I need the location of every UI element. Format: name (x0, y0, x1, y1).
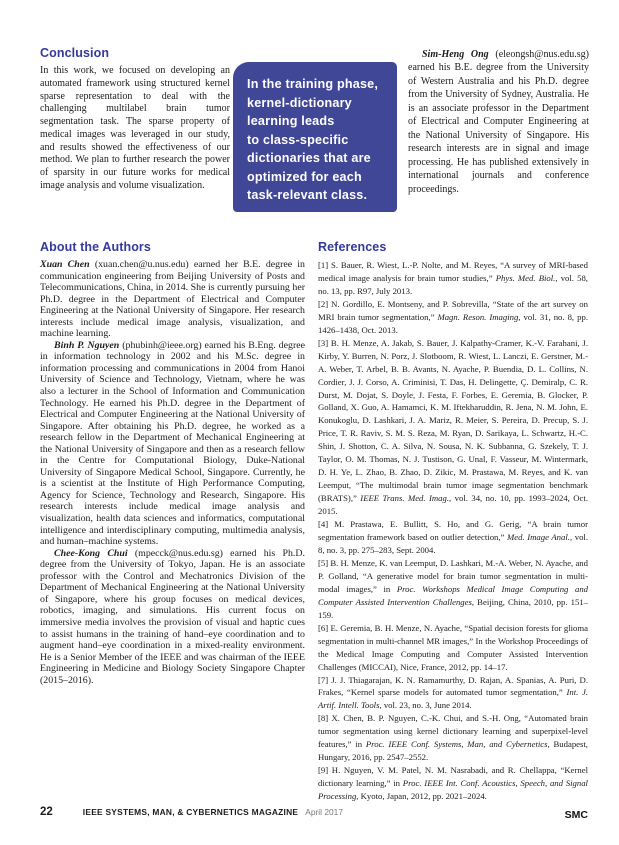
article-end-mark: SMC (564, 809, 588, 822)
references-section (318, 240, 588, 821)
reference-item: [6] E. Geremia, B. H. Menze, N. Ayache, “Spatial decision forests for glioma segmentation in multi-channel MR images,” In the Workshop Proceedings of the Medical Image Computing and Computer Assisted Intervention Challenges (MICCAI), Nice, France, 2012, pp. 14–17. (318, 622, 588, 672)
reference-item: [2] N. Gordillo, E. Montseny, and P. Sobrevilla, “State of the art survey on MRI brain tumor segmentation,” Magn. Reson. Imaging, vol. 31, no. 8, pp. 1426–1438, Oct. 2013. (318, 298, 588, 335)
author-name: Sim-Heng Ong (422, 49, 489, 60)
pull-quote-line: kernel-dictionary (247, 95, 352, 110)
author-bio-sim-heng-ong (408, 48, 589, 196)
reference-item: [8] X. Chen, B. P. Nguyen, C.-K. Chui, and S.-H. Ong, “Automated brain tumor segmentation using kernel dictionary learning and superpixel-level features,” in Proc. IEEE Conf. Systems, Man, and Cybernetics, Budapest, Hungary, 2016, pp. 2547–2552. (318, 713, 588, 763)
author-name: Chee-Kong Chui (54, 547, 128, 559)
bio-paragraph (408, 48, 589, 196)
pull-quote-box (233, 62, 397, 212)
issue-date: April 2017 (305, 807, 343, 817)
conclusion-section (40, 46, 230, 193)
author-bios (40, 259, 305, 686)
magazine-title: IEEE SYSTEMS, MAN, & CYBERNETICS MAGAZINE (82, 807, 299, 817)
bio-paragraph: Binh P. Nguyen (phubinh@ieee.org) earned his B.Eng. degree in information technology in 2002 and his M.Sc. degree in information processing and communications in 2004 from Hanoi University of Science and Technology, Vietnam, where he was also a lecturer in the School of Information and Communication Technology. He earned his Ph.D. degree in the Department of Electrical and Computer Engineering at the National University of Singapore. After obtaining his Ph.D. degree, he worked as a research fellow in the Department of Mechanical Engineering at the National University of Singapore and then as a research fellow in the Centre for Computational Biology, Duke-National University of Singapore Medical School, Singapore. Currently, he is a scientist at the Institute of High Performance Computing, Agency for Science, Technology and Research, Singapore. His research interests include medical image analysis and visualization, health data sciences and informatics, computational intelligence and interdisciplinary computing, multimedia analysis, and human–machine systems. (40, 339, 305, 548)
about-the-authors-heading: About the Authors (40, 240, 151, 254)
pull-quote-line: dictionaries that are (247, 151, 371, 165)
reference-item: [7] J. J. Thiagarajan, K. N. Ramamurthy, D. Rajan, A. Spanias, A. Puri, D. Frakes, “Kernel sparse models for automated tumor segmentation,” Int. J. Artif. Intell. Tools, vol. 23, no. 3, June 2014. (318, 674, 588, 711)
bio-text: (eleongsh@nus.edu.sg) earned his B.E. degree from the University of Western Australia and his Ph.D. degree from the University of Sydney, Australia. He is an associate professor in the Department of Electrical and Computer Engineering at the National University of Singapore. His research interests are in signal and image processing. He has published extensively in international journals and conference proceedings. (408, 49, 589, 195)
page-number: 22 (40, 806, 53, 818)
pull-quote-text (247, 75, 387, 205)
pull-quote-line: optimized for each (247, 169, 362, 184)
author-name: Xuan Chen (40, 259, 90, 270)
reference-item: [3] B. H. Menze, A. Jakab, S. Bauer, J. Kalpathy-Cramer, K.-V. Farahani, J. Kirby, Y. Burren, N. Porz, J. Slotboom, R. Wiest, L. Lanczi, E. Gerstner, M.-A. Weber, T. Arbel, B. B. Avants, N. Ayache, P. Buendia, D. L. Collins, N. Cordier, J. J. Corso, A. Criminisi, T. Das, H. Delingette, Ç. Demiralp, C. R. Durst, M. Dojat, S. Doyle, J. Festa, F. Forbes, E. Geremia, B. Glocker, P. Golland, X. Guo, A. Hamamci, K. M. Iftekharuddin, R. Jena, N. M. John, E. Konukoglu, D. Lashkari, J. A. Mariz, R. Meier, S. Pereira, D. Precup, S. J. Price, T. R. Raviv, S. M. S. Reza, M. Ryan, D. Sarikaya, L. Schwartz, H.-C. Shin, J. Shotton, C. A. Silva, N. Sousa, N. K. Subbanna, G. Szekely, T. J. Taylor, O. M. Thomas, N. J. Tustison, G. Unal, F. Vasseur, M. Wintermark, D. H. Ye, L. Zhao, B. Zhao, D. Zikic, M. Prastawa, M. Reyes, and K. van Leemput, “The multimodal brain tumor image segmentation benchmark (BRATS),” IEEE Trans. Med. Imag., vol. 34, no. 10, pp. 1993–2024, Oct. 2015. (318, 337, 588, 517)
reference-list (318, 259, 588, 803)
conclusion-text: In this work, we focused on developing an automated framework using structured kernel sparse representation to deal with the challenging multilabel brain tumor segmentation task. The sparse property of medical images was leveraged in our study, and results showed the effectiveness of our method. We plan to further research the power of sparsity in our future works for medical image analysis and volume visualization. (40, 65, 230, 191)
pull-quote-line: task-relevant class. (247, 188, 368, 202)
reference-item: [1] S. Bauer, R. Wiest, L.-P. Nolte, and M. Reyes, “A survey of MRI-based medical image analysis for brain tumor studies,” Phys. Med. Biol., vol. 58, no. 13, pp. R97, July 2013. (318, 260, 588, 296)
references-heading: References (318, 240, 387, 254)
bio-paragraph: Xuan Chen (xuan.chen@u.nus.edu) earned her B.E. degree in communication engineering from Beijing University of Posts and Telecommunications, China, in 2014. She is currently pursuing her Ph.D. degree in the Department of Electrical and Computer Engineering at the National University of Singapore. Her research interests include medical image analysis, visualization, and machine learning. (40, 259, 305, 340)
conclusion-heading: Conclusion (40, 46, 110, 60)
reference-item: [9] H. Nguyen, V. M. Patel, N. M. Nasrabadi, and R. Chellappa, “Kernel dictionary learning,” in Proc. IEEE Int. Conf. Acoustics, Speech, and Signal Processing, Kyoto, Japan, 2012, pp. 2021–2024. (318, 765, 588, 802)
pull-quote-line: learning leads (247, 114, 335, 128)
author-name: Binh P. Nguyen (54, 339, 120, 351)
about-the-authors-section (40, 240, 305, 686)
reference-item: [4] M. Prastawa, E. Bullitt, S. Ho, and G. Gerig, “A brain tumor segmentation framework based on outlier detection,” Med. Image Anal., vol. 8, no. 3, pp. 275–283, Sept. 2004. (318, 519, 588, 555)
bio-paragraph: Chee-Kong Chui (mpecck@nus.edu.sg) earned his Ph.D. degree from the University of Tokyo, Japan. He is an associate professor with the Control and Mechatronics Division of the Department of Mechanical Engineering at the National University of Singapore, where his group focuses on medical devices, robotics, imaging, and simulations. His current focus on immersive media involves the provision of visual and haptic cues to assist humans in the training of hand–eye coordination and to augment hand–eye coordination in a mixed-reality environment. He is a Senior Member of the IEEE and was chairman of the IEEE Engineering in Medicine and Biology Society Singapore Chapter (2015–2016). (40, 547, 305, 686)
pull-quote-line: In the training phase, (247, 77, 379, 91)
page-footer (40, 806, 588, 818)
pull-quote-line: to class-specific (247, 132, 349, 147)
reference-item: [5] B. H. Menze, K. van Leemput, D. Lashkari, M.-A. Weber, N. Ayache, and P. Golland, “A generative model for brain tumor segmentation in multi-modal images,” in Proc. Workshops Medical Image Computing and Computer Assisted Intervention Challenges, Beijing, China, 2010, pp. 151–159. (318, 557, 589, 620)
